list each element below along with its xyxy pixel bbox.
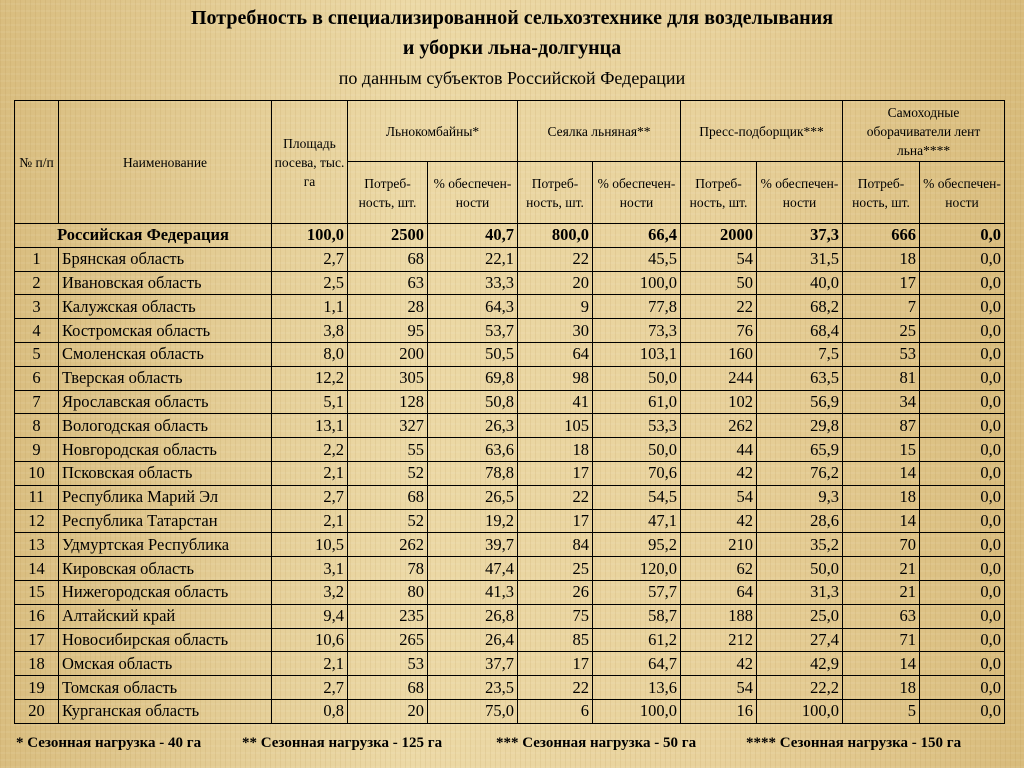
row-value: 244 [681, 366, 757, 390]
row-value: 2500 [348, 224, 428, 248]
row-value: 14 [843, 509, 920, 533]
row-value: 13,1 [272, 414, 348, 438]
table-row [15, 652, 1005, 676]
row-value: 42 [681, 509, 757, 533]
row-value: 87 [843, 414, 920, 438]
table-row [15, 319, 1005, 343]
row-value: 34 [843, 390, 920, 414]
row-value: 81 [843, 366, 920, 390]
row-value: 9,3 [757, 485, 843, 509]
row-value: 0,0 [920, 580, 1005, 604]
row-value: 0,0 [920, 676, 1005, 700]
row-value: 22 [681, 295, 757, 319]
row-value: 102 [681, 390, 757, 414]
row-name: Новгородская область [59, 438, 272, 462]
row-number: 6 [15, 366, 59, 390]
row-name: Томская область [59, 676, 272, 700]
row-value: 53 [348, 652, 428, 676]
row-value: 19,2 [428, 509, 518, 533]
header-group-press-baler: Пресс-подборщик*** [681, 101, 843, 162]
row-value: 22 [518, 247, 593, 271]
row-value: 50,8 [428, 390, 518, 414]
row-value: 76,2 [757, 461, 843, 485]
row-value: 0,0 [920, 271, 1005, 295]
row-value: 105 [518, 414, 593, 438]
row-value: 7,5 [757, 342, 843, 366]
row-value: 0,0 [920, 319, 1005, 343]
row-number: 12 [15, 509, 59, 533]
row-value: 305 [348, 366, 428, 390]
row-name: Калужская область [59, 295, 272, 319]
row-value: 25 [843, 319, 920, 343]
subtitle: по данным субъектов Российской Федерации [338, 68, 686, 88]
table-row [15, 557, 1005, 581]
row-name: Брянская область [59, 247, 272, 271]
row-value: 76 [681, 319, 757, 343]
row-value: 0,0 [920, 342, 1005, 366]
row-value: 53,7 [428, 319, 518, 343]
row-value: 64,7 [593, 652, 681, 676]
row-number: 11 [15, 485, 59, 509]
footnote-3: *** Сезонная нагрузка - 50 га [496, 735, 697, 751]
row-value: 12,2 [272, 366, 348, 390]
row-value: 52 [348, 461, 428, 485]
table-row [15, 438, 1005, 462]
row-value: 22,1 [428, 247, 518, 271]
row-name: Вологодская область [59, 414, 272, 438]
row-value: 17 [518, 509, 593, 533]
row-name: Алтайский край [59, 604, 272, 628]
row-value: 3,2 [272, 580, 348, 604]
table-row [15, 271, 1005, 295]
row-number: 14 [15, 557, 59, 581]
row-number: 3 [15, 295, 59, 319]
row-value: 327 [348, 414, 428, 438]
table-row [15, 247, 1005, 271]
row-value: 70 [843, 533, 920, 557]
row-value: 3,1 [272, 557, 348, 581]
row-value: 95,2 [593, 533, 681, 557]
row-value: 44 [681, 438, 757, 462]
row-value: 18 [843, 676, 920, 700]
row-value: 23,5 [428, 676, 518, 700]
row-value: 0,0 [920, 557, 1005, 581]
row-value: 103,1 [593, 342, 681, 366]
row-value: 262 [348, 533, 428, 557]
row-value: 80 [348, 580, 428, 604]
row-value: 75,0 [428, 699, 518, 723]
row-value: 2,7 [272, 247, 348, 271]
row-value: 47,4 [428, 557, 518, 581]
header-group-flax-seeder: Сеялка льняная** [518, 101, 681, 162]
row-value: 54 [681, 676, 757, 700]
table-row [15, 366, 1005, 390]
row-name: Республика Марий Эл [59, 485, 272, 509]
row-value: 54 [681, 247, 757, 271]
table-row [15, 604, 1005, 628]
header-pct: % обеспечен-ности [757, 162, 843, 224]
row-name: Новосибирская область [59, 628, 272, 652]
table-body [15, 224, 1005, 724]
row-value: 200 [348, 342, 428, 366]
row-value: 85 [518, 628, 593, 652]
row-value: 14 [843, 461, 920, 485]
row-value: 40,0 [757, 271, 843, 295]
row-number: 4 [15, 319, 59, 343]
row-value: 57,7 [593, 580, 681, 604]
row-value: 100,0 [593, 699, 681, 723]
row-value: 235 [348, 604, 428, 628]
row-value: 63,6 [428, 438, 518, 462]
row-value: 26,8 [428, 604, 518, 628]
header-need: Потреб-ность, шт. [348, 162, 428, 224]
row-value: 17 [843, 271, 920, 295]
row-value: 5 [843, 699, 920, 723]
row-value: 42,9 [757, 652, 843, 676]
row-value: 21 [843, 580, 920, 604]
row-value: 800,0 [518, 224, 593, 248]
row-value: 26,5 [428, 485, 518, 509]
row-value: 2000 [681, 224, 757, 248]
table-row [15, 580, 1005, 604]
row-value: 7 [843, 295, 920, 319]
table-row-total [15, 224, 1005, 248]
row-number: 5 [15, 342, 59, 366]
header-pct: % обеспечен-ности [920, 162, 1005, 224]
row-name: Нижегородская область [59, 580, 272, 604]
row-value: 0,0 [920, 366, 1005, 390]
row-name: Республика Татарстан [59, 509, 272, 533]
table-row [15, 676, 1005, 700]
row-value: 120,0 [593, 557, 681, 581]
row-name: Костромская область [59, 319, 272, 343]
table-row [15, 699, 1005, 723]
row-value: 68,2 [757, 295, 843, 319]
row-value: 0,0 [920, 295, 1005, 319]
row-number: 10 [15, 461, 59, 485]
row-value: 100,0 [272, 224, 348, 248]
row-number: 20 [15, 699, 59, 723]
row-value: 54 [681, 485, 757, 509]
row-value: 666 [843, 224, 920, 248]
row-value: 8,0 [272, 342, 348, 366]
row-value: 0,0 [920, 628, 1005, 652]
row-number: 9 [15, 438, 59, 462]
row-name: Российская Федерация [15, 224, 272, 248]
row-value: 0,0 [920, 390, 1005, 414]
row-name: Ярославская область [59, 390, 272, 414]
header-need: Потреб-ность, шт. [843, 162, 920, 224]
row-value: 2,1 [272, 461, 348, 485]
title-line-1: Потребность в специализированной сельхозтехнике для возделывания [190, 7, 834, 29]
row-value: 25 [518, 557, 593, 581]
row-value: 17 [518, 461, 593, 485]
row-value: 64 [681, 580, 757, 604]
row-value: 50,0 [593, 366, 681, 390]
row-value: 2,7 [272, 485, 348, 509]
row-value: 9 [518, 295, 593, 319]
row-value: 64,3 [428, 295, 518, 319]
equipment-needs-table [14, 100, 1005, 724]
row-value: 188 [681, 604, 757, 628]
row-value: 68 [348, 676, 428, 700]
row-value: 35,2 [757, 533, 843, 557]
row-name: Омская область [59, 652, 272, 676]
title-line-2: и уборки льна-долгунца [402, 37, 622, 59]
row-name: Ивановская область [59, 271, 272, 295]
row-number: 2 [15, 271, 59, 295]
row-number: 8 [15, 414, 59, 438]
row-value: 20 [518, 271, 593, 295]
row-value: 55 [348, 438, 428, 462]
row-number: 16 [15, 604, 59, 628]
row-value: 71 [843, 628, 920, 652]
row-number: 17 [15, 628, 59, 652]
row-value: 63,5 [757, 366, 843, 390]
row-value: 160 [681, 342, 757, 366]
row-value: 265 [348, 628, 428, 652]
row-value: 18 [843, 247, 920, 271]
row-value: 27,4 [757, 628, 843, 652]
row-value: 13,6 [593, 676, 681, 700]
header-area: Площадь посева, тыс. га [272, 101, 348, 224]
row-value: 2,7 [272, 676, 348, 700]
table-row [15, 461, 1005, 485]
row-value: 63 [843, 604, 920, 628]
row-value: 100,0 [593, 271, 681, 295]
table-row [15, 628, 1005, 652]
row-value: 66,4 [593, 224, 681, 248]
row-value: 16 [681, 699, 757, 723]
table-row [15, 342, 1005, 366]
row-value: 78 [348, 557, 428, 581]
row-value: 53,3 [593, 414, 681, 438]
row-value: 39,7 [428, 533, 518, 557]
row-value: 20 [348, 699, 428, 723]
row-value: 73,3 [593, 319, 681, 343]
row-value: 78,8 [428, 461, 518, 485]
row-value: 37,3 [757, 224, 843, 248]
header-group-turners: Самоходные оборачиватели лент льна**** [843, 101, 1005, 162]
row-value: 18 [518, 438, 593, 462]
row-value: 3,8 [272, 319, 348, 343]
row-value: 21 [843, 557, 920, 581]
row-value: 10,5 [272, 533, 348, 557]
row-name: Смоленская область [59, 342, 272, 366]
row-name: Псковская область [59, 461, 272, 485]
table-row [15, 295, 1005, 319]
row-value: 41 [518, 390, 593, 414]
row-value: 2,1 [272, 509, 348, 533]
row-value: 22 [518, 485, 593, 509]
header-group-flax-combines: Льнокомбайны* [348, 101, 518, 162]
header-pct: % обеспечен-ности [428, 162, 518, 224]
footnote-1: * Сезонная нагрузка - 40 га [16, 735, 202, 751]
row-value: 0,0 [920, 461, 1005, 485]
row-value: 31,5 [757, 247, 843, 271]
row-value: 9,4 [272, 604, 348, 628]
row-name: Кировская область [59, 557, 272, 581]
row-value: 0,0 [920, 509, 1005, 533]
row-value: 10,6 [272, 628, 348, 652]
row-value: 26 [518, 580, 593, 604]
row-value: 75 [518, 604, 593, 628]
table-row [15, 390, 1005, 414]
row-value: 0,0 [920, 604, 1005, 628]
row-value: 5,1 [272, 390, 348, 414]
row-value: 18 [843, 485, 920, 509]
row-number: 1 [15, 247, 59, 271]
row-value: 0,0 [920, 224, 1005, 248]
row-value: 2,5 [272, 271, 348, 295]
row-value: 47,1 [593, 509, 681, 533]
row-number: 13 [15, 533, 59, 557]
row-value: 53 [843, 342, 920, 366]
row-value: 84 [518, 533, 593, 557]
row-value: 98 [518, 366, 593, 390]
row-value: 68 [348, 485, 428, 509]
row-value: 50 [681, 271, 757, 295]
footnote-4: **** Сезонная нагрузка - 150 га [746, 735, 962, 751]
row-value: 0,0 [920, 652, 1005, 676]
row-value: 68,4 [757, 319, 843, 343]
row-value: 128 [348, 390, 428, 414]
row-value: 0,0 [920, 247, 1005, 271]
row-value: 212 [681, 628, 757, 652]
row-value: 50,5 [428, 342, 518, 366]
table-row [15, 485, 1005, 509]
row-value: 0,8 [272, 699, 348, 723]
row-value: 77,8 [593, 295, 681, 319]
row-value: 63 [348, 271, 428, 295]
row-name: Удмуртская Республика [59, 533, 272, 557]
row-value: 2,1 [272, 652, 348, 676]
header-name: Наименование [59, 101, 272, 224]
row-value: 42 [681, 461, 757, 485]
row-value: 69,8 [428, 366, 518, 390]
row-value: 61,0 [593, 390, 681, 414]
row-value: 22 [518, 676, 593, 700]
row-value: 56,9 [757, 390, 843, 414]
footnote-2: ** Сезонная нагрузка - 125 га [242, 735, 443, 751]
row-value: 28,6 [757, 509, 843, 533]
row-value: 62 [681, 557, 757, 581]
row-value: 22,2 [757, 676, 843, 700]
row-value: 40,7 [428, 224, 518, 248]
row-name: Курганская область [59, 699, 272, 723]
row-value: 26,4 [428, 628, 518, 652]
row-value: 0,0 [920, 414, 1005, 438]
row-value: 45,5 [593, 247, 681, 271]
row-value: 0,0 [920, 485, 1005, 509]
row-value: 14 [843, 652, 920, 676]
row-value: 64 [518, 342, 593, 366]
header-num: № п/п [15, 101, 59, 224]
header-need: Потреб-ность, шт. [681, 162, 757, 224]
row-value: 54,5 [593, 485, 681, 509]
row-number: 7 [15, 390, 59, 414]
row-value: 15 [843, 438, 920, 462]
row-value: 52 [348, 509, 428, 533]
row-value: 1,1 [272, 295, 348, 319]
row-value: 50,0 [593, 438, 681, 462]
table-row [15, 414, 1005, 438]
header-pct: % обеспечен-ности [593, 162, 681, 224]
row-value: 0,0 [920, 699, 1005, 723]
table-row [15, 509, 1005, 533]
row-value: 58,7 [593, 604, 681, 628]
row-number: 18 [15, 652, 59, 676]
row-number: 15 [15, 580, 59, 604]
row-value: 37,7 [428, 652, 518, 676]
row-value: 100,0 [757, 699, 843, 723]
table-row [15, 533, 1005, 557]
row-value: 6 [518, 699, 593, 723]
row-value: 68 [348, 247, 428, 271]
row-value: 26,3 [428, 414, 518, 438]
row-value: 0,0 [920, 533, 1005, 557]
row-value: 41,3 [428, 580, 518, 604]
row-value: 28 [348, 295, 428, 319]
row-name: Тверская область [59, 366, 272, 390]
row-value: 30 [518, 319, 593, 343]
row-value: 0,0 [920, 438, 1005, 462]
header-need: Потреб-ность, шт. [518, 162, 593, 224]
row-value: 70,6 [593, 461, 681, 485]
row-value: 29,8 [757, 414, 843, 438]
row-value: 31,3 [757, 580, 843, 604]
row-value: 65,9 [757, 438, 843, 462]
row-value: 95 [348, 319, 428, 343]
row-value: 262 [681, 414, 757, 438]
row-value: 33,3 [428, 271, 518, 295]
row-value: 17 [518, 652, 593, 676]
row-number: 19 [15, 676, 59, 700]
row-value: 2,2 [272, 438, 348, 462]
row-value: 61,2 [593, 628, 681, 652]
row-value: 210 [681, 533, 757, 557]
row-value: 25,0 [757, 604, 843, 628]
row-value: 42 [681, 652, 757, 676]
row-value: 50,0 [757, 557, 843, 581]
